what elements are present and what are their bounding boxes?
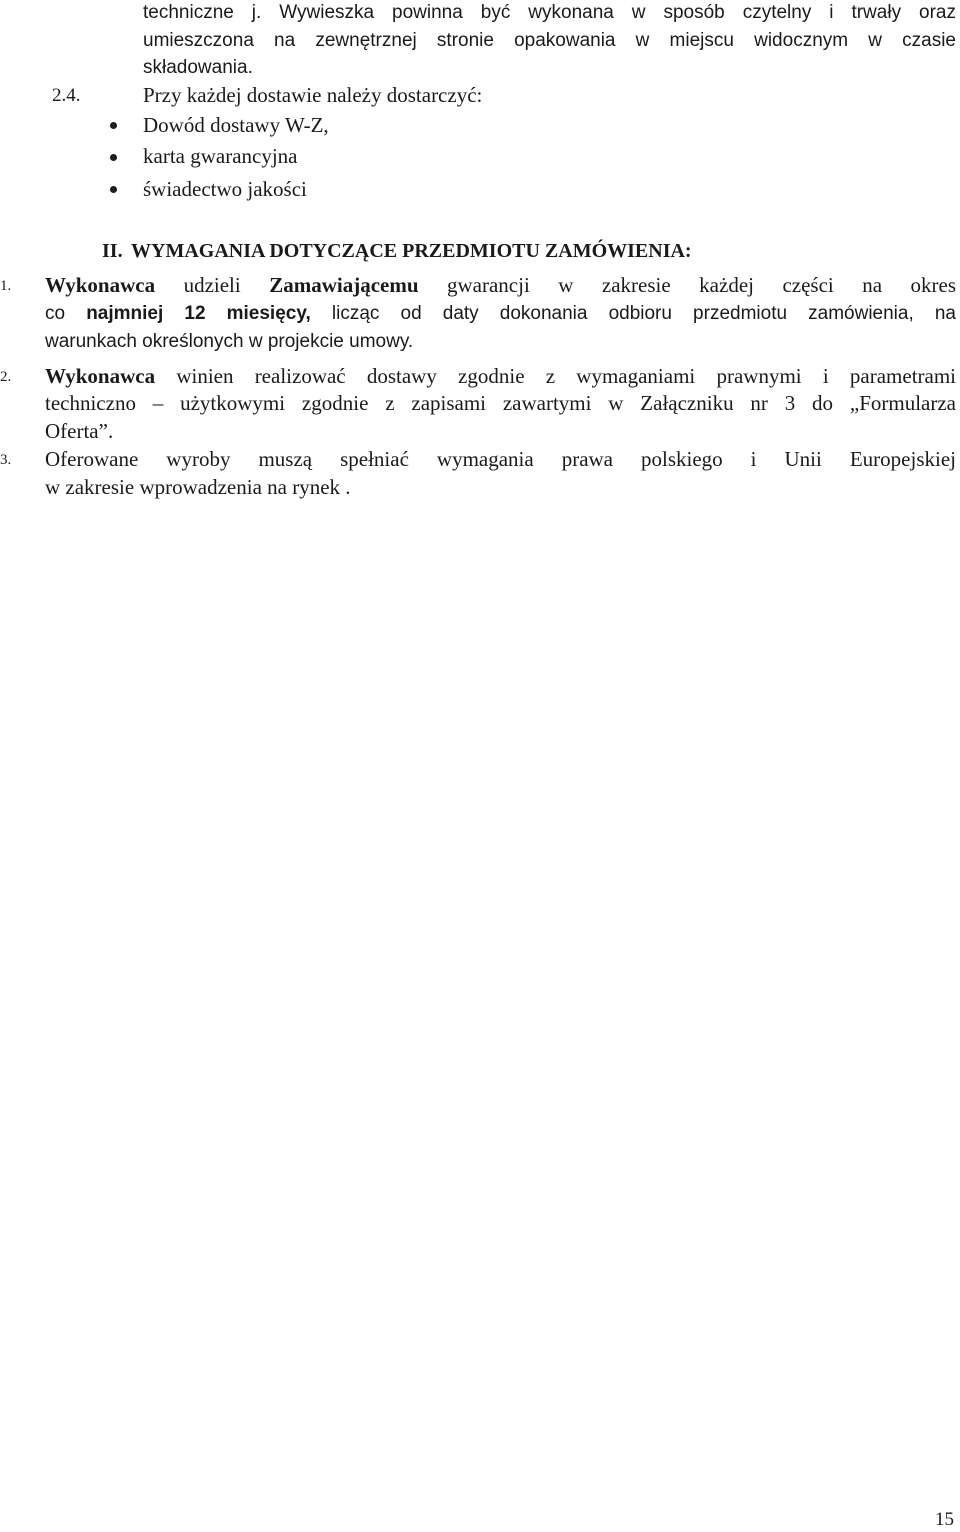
page-number: 15 [935,1509,954,1530]
item-1-bold-contractor: Wykonawca [45,273,156,297]
intro-line-3: składowania. [143,57,253,78]
item-1-line-1 [45,272,956,298]
section-number-2-4: 2.4. [52,85,81,106]
item-2-bold-contractor: Wykonawca [45,364,156,388]
bullet-icon [110,186,117,193]
item-2-number: 2. [0,369,12,385]
section-heading-roman: II. [102,240,123,262]
item-3-line-2: w zakresie wprowadzenia na rynek . [45,475,351,499]
bullet-item-1: Dowód dostawy W-Z, [143,113,329,137]
item-2-line-1-rest: winien realizować dostawy zgodnie z wymaganiami prawnymi i parametrami [176,364,957,388]
bullet-icon [110,122,117,129]
item-2-line-2: techniczno – użytkowymi zgodnie z zapisami zawartymi w Załączniku nr 3 do „Formularza [45,391,956,415]
item-3-line-1: Oferowane wyroby muszą spełniać wymagania prawa polskiego i Unii Europejskiej [45,447,956,471]
item-2-line-1 [45,363,956,389]
item-1-text-a: udzieli [183,273,241,297]
bullet-icon [110,154,117,161]
item-1-line-3: warunkach określonych w projekcie umowy. [45,331,414,352]
item-1-line-2 [45,301,956,327]
section-2-4-text: Przy każdej dostawie należy dostarczyć: [143,83,483,107]
item-1-number: 1. [0,278,12,294]
item-2-line-3: Oferta”. [45,419,114,443]
item-1-line-2-start: co [45,303,66,324]
bullet-item-2: karta gwarancyjna [143,144,298,168]
item-1-line-2-rest: licząc od daty dokonania odbioru przedmiotu zamówienia, na [331,303,956,324]
item-1-text-b: gwarancji w zakresie każdej części na okres [447,273,957,297]
intro-line-2: umieszczona na zewnętrznej stronie opakowania w miejscu widocznym w czasie [143,30,956,51]
item-1-bold-warranty: najmniej 12 miesięcy, [86,303,311,324]
item-3-number: 3. [0,452,12,468]
intro-line-1: techniczne j. Wywieszka powinna być wykonana w sposób czytelny i trwały oraz [143,2,956,23]
section-heading: WYMAGANIA DOTYCZĄCE PRZEDMIOTU ZAMÓWIENIA: [131,240,692,262]
bullet-item-3: świadectwo jakości [143,177,307,201]
item-1-bold-client: Zamawiającemu [269,273,419,297]
